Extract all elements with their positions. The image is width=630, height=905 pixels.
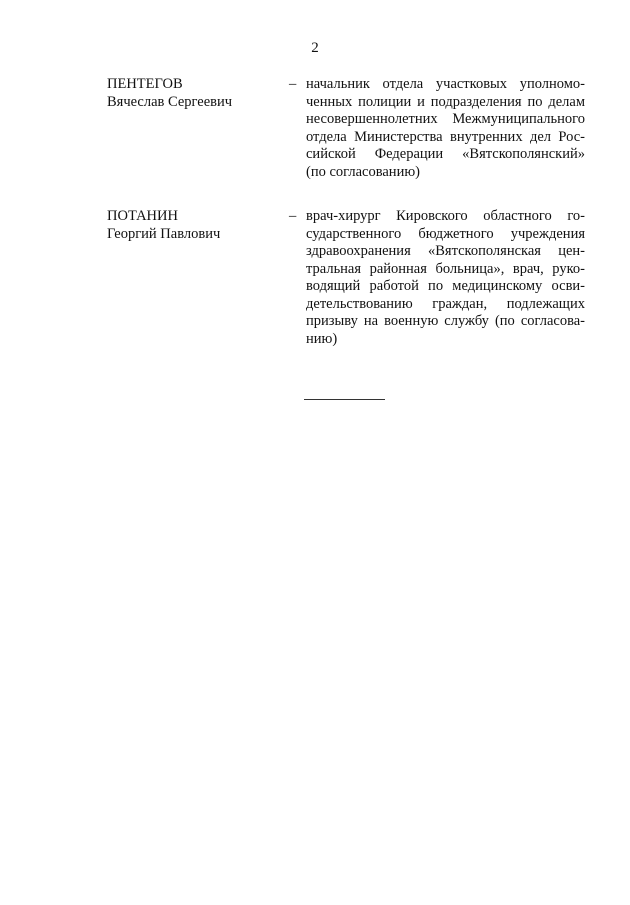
member-role bbox=[306, 76, 585, 181]
role-line: ченных полиции и подразделения по делам bbox=[306, 93, 585, 110]
role-line: врач-хирург Кировского областного го- bbox=[306, 208, 585, 224]
entry-dash: – bbox=[289, 208, 297, 224]
member-name bbox=[107, 76, 277, 111]
role-line: отдела Министерства внутренних дел Рос- bbox=[306, 128, 585, 145]
role-line: несовершеннолетних Межмуниципального bbox=[306, 111, 585, 127]
role-line: водящий работой по медицинскому осви- bbox=[306, 278, 585, 294]
member-surname: ПОТАНИН bbox=[107, 208, 178, 224]
member-given-names: Георгий Павлович bbox=[107, 225, 221, 242]
role-line: тральная районная больница», врач, руко- bbox=[306, 260, 585, 277]
member-given-names: Вячеслав Сергеевич bbox=[107, 93, 233, 110]
role-line: детельствованию граждан, подлежащих bbox=[306, 295, 585, 312]
role-line: сийской Федерации «Вятскополянский» bbox=[306, 146, 585, 162]
end-rule-divider bbox=[304, 399, 385, 400]
member-surname: ПЕНТЕГОВ bbox=[107, 76, 183, 92]
page-number: 2 bbox=[311, 40, 319, 56]
member-name bbox=[107, 208, 277, 243]
entry-dash: – bbox=[289, 76, 297, 92]
role-line: здравоохранения «Вятскополянская цен- bbox=[306, 243, 585, 259]
member-role bbox=[306, 208, 585, 348]
role-line: нию) bbox=[306, 330, 338, 347]
role-line: сударственного бюджетного учреждения bbox=[306, 225, 585, 242]
role-line: призыву на военную службу (по согласова- bbox=[306, 313, 585, 329]
role-line: (по согласованию) bbox=[306, 163, 420, 180]
role-line: начальник отдела участковых уполномо- bbox=[306, 76, 585, 92]
